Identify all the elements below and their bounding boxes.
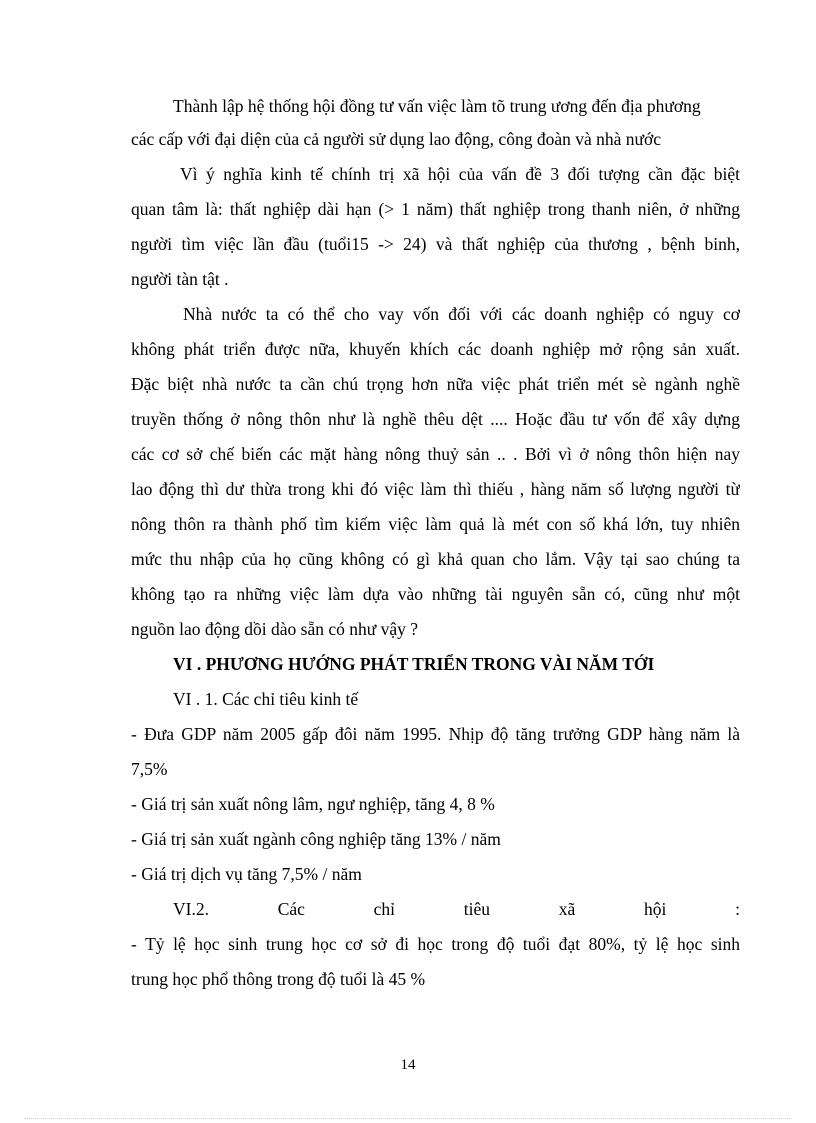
economic-indicator-line-2: 7,5%: [131, 759, 168, 779]
subsection-2-title: VI.2. Các chỉ tiêu xã hội :: [173, 899, 740, 919]
paragraph-3-line-1: Nhà nước ta có thể cho vay vốn đối với các doanh nghiệp có nguy cơ: [183, 304, 740, 324]
subsection-1-title: VI . 1. Các chỉ tiêu kinh tế: [173, 689, 359, 709]
paragraph-3-line-9: không tạo ra những việc làm dựa vào những tài nguyên sẵn có, cũng như một: [131, 584, 740, 604]
paragraph-3-line-7: nông thôn ra thành phố tìm kiếm việc làm quả là mét con số khá lớn, tuy nhiên: [131, 514, 740, 534]
paragraph-3-line-8: mức thu nhập của họ cũng không có gì khả quan cho lắm. Vậy tại sao chúng ta: [131, 549, 740, 569]
paragraph-2-line-3: người tìm việc lần đầu (tuổi15 -> 24) và thất nghiệp của thương , bệnh binh,: [131, 234, 740, 254]
economic-indicator-line-5: - Giá trị dịch vụ tăng 7,5% / năm: [131, 864, 362, 884]
economic-indicator-line-3: - Giá trị sản xuất nông lâm, ngư nghiệp, tăng 4, 8 %: [131, 794, 495, 814]
paragraph-3-line-3: Đặc biệt nhà nước ta cần chú trọng hơn nữa việc phát triển mét sè ngành nghề: [131, 374, 740, 394]
paragraph-3-line-10: nguồn lao động dồi dào sẵn có như vậy ?: [131, 619, 418, 639]
paragraph-3-line-6: lao động thì dư thừa trong khi đó việc làm thì thiếu , hàng năm số lượng người từ: [131, 479, 740, 499]
bottom-dotted-rule: [24, 1118, 792, 1119]
paragraph-3-line-4: truyền thống ở nông thôn như là nghề thêu dệt .... Hoặc đầu tư vốn để xây dựng: [131, 409, 740, 429]
social-indicator-line-2: trung học phổ thông trong độ tuổi là 45 %: [131, 969, 426, 989]
paragraph-2-line-1: Vì ý nghĩa kinh tế chính trị xã hội của vấn đề 3 đối tượng cần đặc biệt: [180, 164, 740, 184]
economic-indicator-line-1: - Đưa GDP năm 2005 gấp đôi năm 1995. Nhịp độ tăng trưởng GDP hàng năm là: [131, 724, 740, 744]
economic-indicator-line-4: - Giá trị sản xuất ngành công nghiệp tăng 13% / năm: [131, 829, 501, 849]
paragraph-1-line-2: các cấp với đại diện của cả người sử dụng lao động, công đoàn và nhà nước: [131, 129, 662, 149]
paragraph-1-line-1: Thành lập hệ thống hội đồng tư vấn việc làm tõ trung ương đến địa phương: [173, 96, 701, 116]
paragraph-3-line-5: các cơ sở chế biến các mặt hàng nông thuỷ sản .. . Bởi vì ở nông thôn hiện nay: [131, 444, 740, 464]
page-number: 14: [400, 1057, 416, 1073]
section-heading: VI . PHƯƠNG HƯỚNG PHÁT TRIỂN TRONG VÀI NĂM TỚI: [173, 654, 655, 674]
social-indicator-line-1: - Tỷ lệ học sinh trung học cơ sở đi học trong độ tuổi đạt 80%, tỷ lệ học sinh: [131, 934, 740, 954]
paragraph-2-line-4: người tàn tật .: [131, 269, 229, 289]
paragraph-2-line-2: quan tâm là: thất nghiệp dài hạn (> 1 năm) thất nghiệp trong thanh niên, ở những: [131, 199, 740, 219]
paragraph-3-line-2: không phát triển được nữa, khuyến khích các doanh nghiệp mở rộng sản xuất.: [131, 339, 740, 359]
